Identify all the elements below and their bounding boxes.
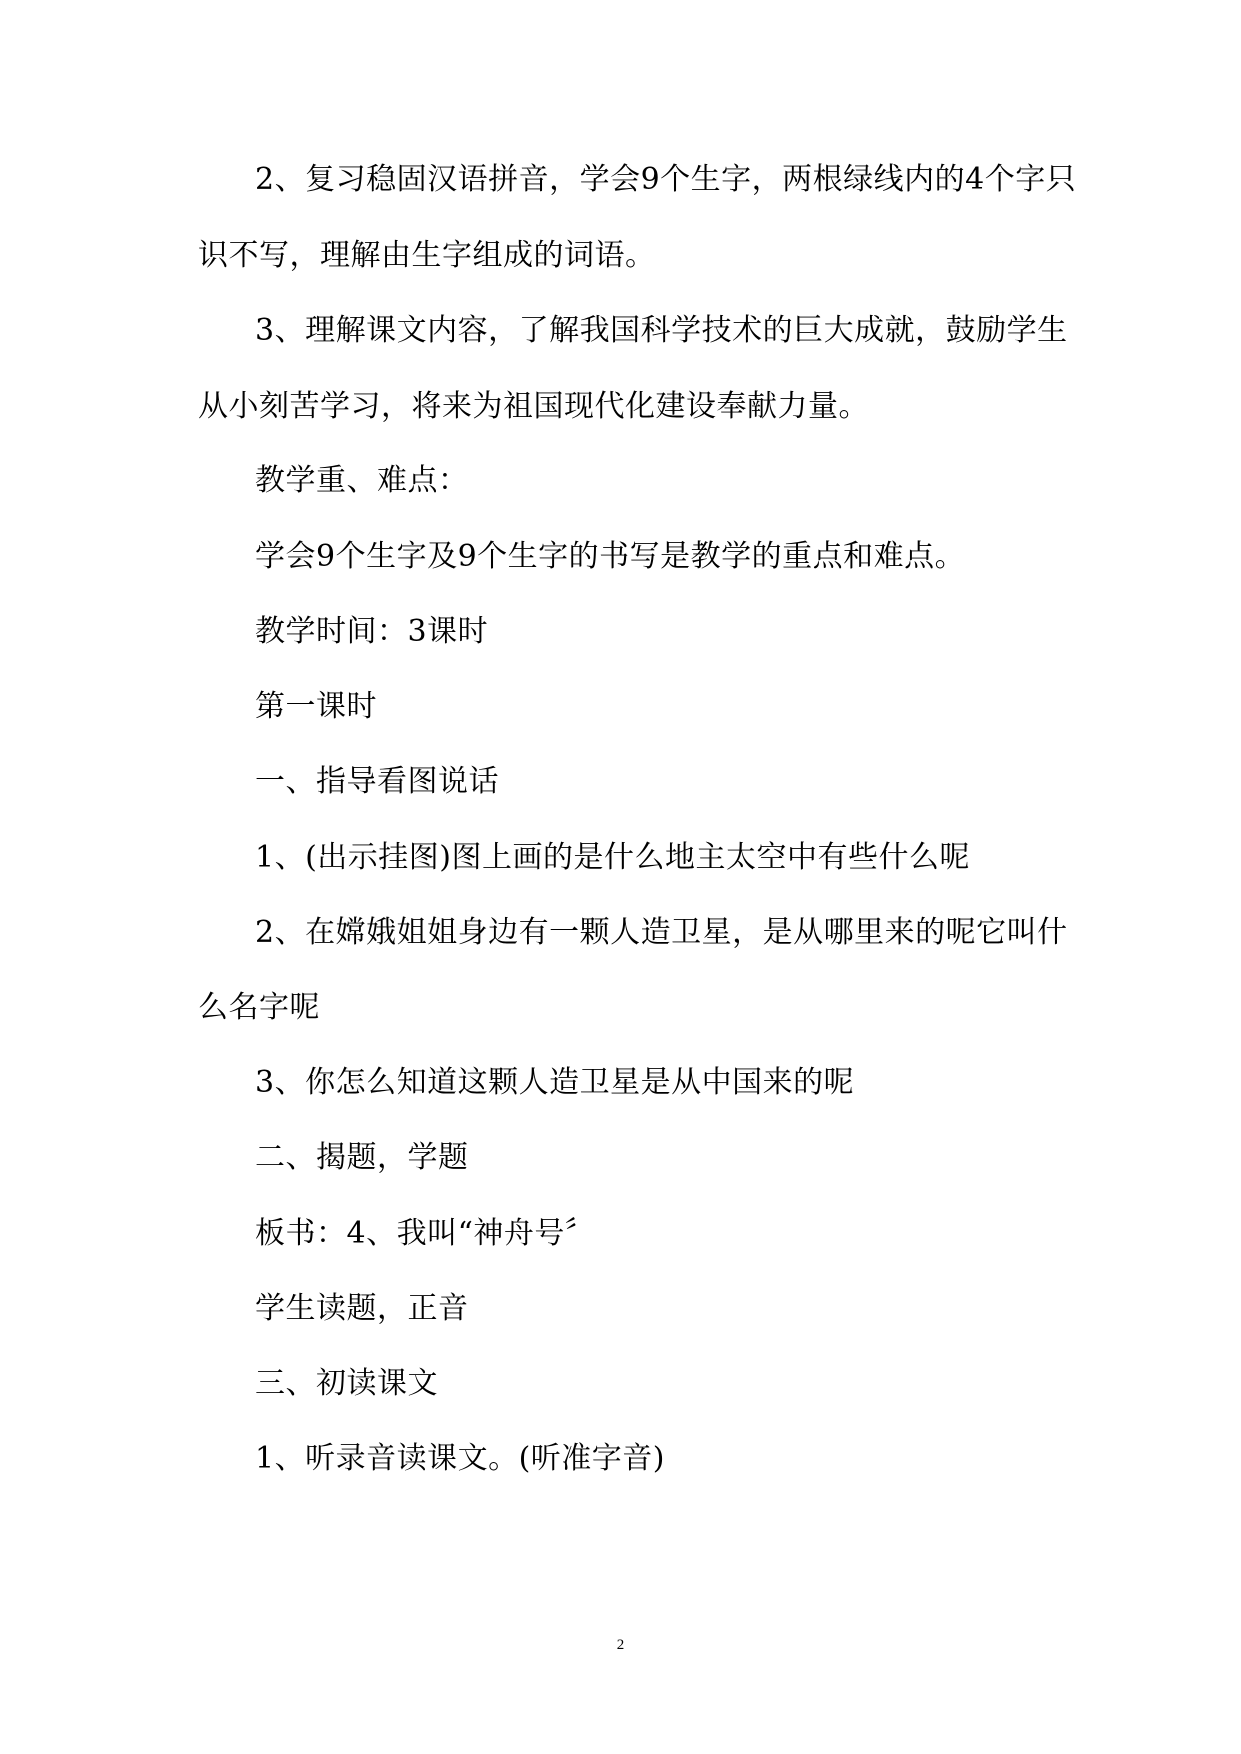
page-number: 2	[616, 1637, 625, 1653]
paragraph-line: 1、(出示挂图)图上画的是什么地主太空中有些什么呢	[255, 840, 970, 875]
paragraph-line: 教学时间：3课时	[255, 614, 489, 649]
paragraph-line: 1、听录音读课文。(听准字音)	[255, 1441, 665, 1476]
paragraph-line: 识不写，理解由生字组成的词语。	[198, 238, 656, 273]
paragraph-line: 板书：4、我叫“神舟号〞	[255, 1216, 596, 1251]
paragraph-line: 学生读题，正音	[255, 1291, 469, 1326]
paragraph-line: 学会9个生字及9个生字的书写是教学的重点和难点。	[255, 539, 966, 574]
section-heading: 二、揭题，学题	[255, 1140, 469, 1175]
paragraph-line: 2、在嫦娥姐姐身边有一颗人造卫星，是从哪里来的呢它叫什	[255, 915, 1068, 950]
section-heading: 第一课时	[255, 689, 377, 724]
paragraph-line: 2、复习稳固汉语拼音，学会9个生字，两根绿线内的4个字只	[255, 162, 1077, 197]
section-heading: 教学重、难点：	[255, 463, 469, 498]
section-heading: 三、初读课文	[255, 1366, 438, 1401]
paragraph-line: 3、你怎么知道这颗人造卫星是从中国来的呢	[255, 1065, 855, 1100]
paragraph-line: 么名字呢	[198, 990, 320, 1025]
section-heading: 一、指导看图说话	[255, 764, 499, 799]
paragraph-line: 3、理解课文内容，了解我国科学技术的巨大成就，鼓励学生	[255, 313, 1068, 348]
paragraph-line: 从小刻苦学习，将来为祖国现代化建设奉献力量。	[198, 389, 869, 424]
